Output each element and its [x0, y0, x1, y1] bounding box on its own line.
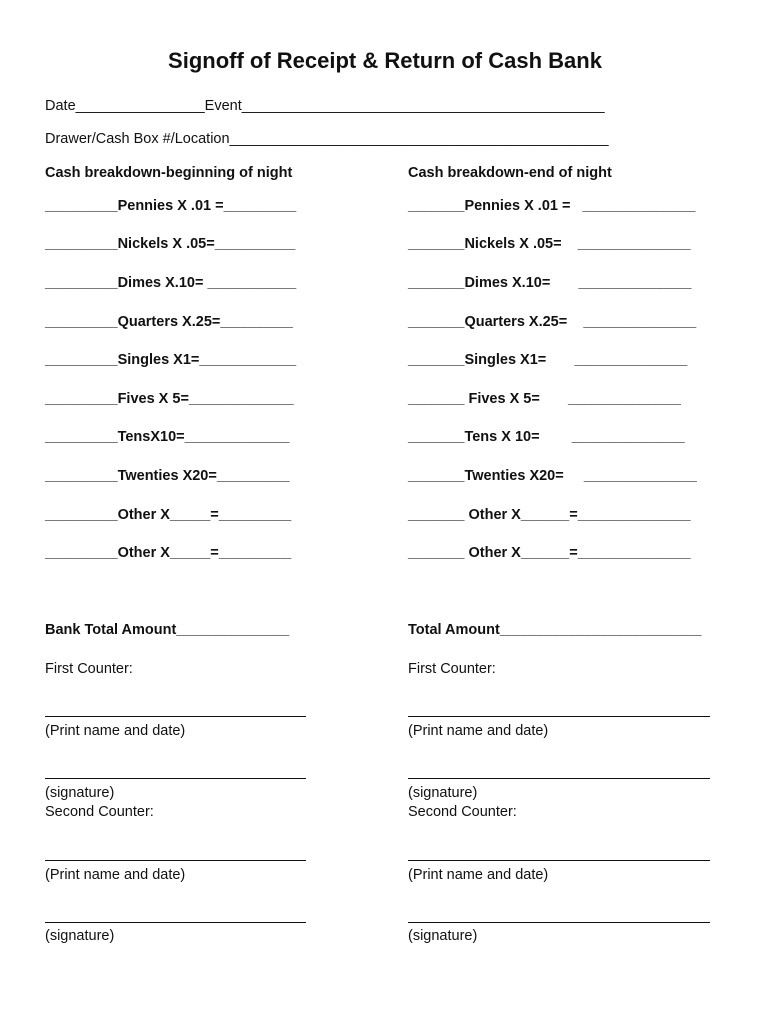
left-row-dimes[interactable]: _________Dimes X.10= ___________ — [45, 275, 297, 291]
left-first-counter-label: First Counter: — [45, 661, 133, 677]
right-sig1-label: (signature) — [408, 785, 478, 801]
left-sig1-label: (signature) — [45, 785, 115, 801]
right-heading: Cash breakdown-end of night — [408, 165, 612, 181]
left-print1-label: (Print name and date) — [45, 723, 186, 739]
right-row-tens[interactable]: _______Tens X 10= ______________ — [408, 429, 685, 445]
right-second-counter-label: Second Counter: — [408, 804, 517, 820]
page-title: Signoff of Receipt & Return of Cash Bank — [168, 48, 602, 73]
right-row-quarters[interactable]: _______Quarters X.25= ______________ — [408, 314, 697, 330]
left-row-other-1[interactable]: _________Other X_____=_________ — [45, 507, 292, 523]
right-print2-label: (Print name and date) — [408, 867, 549, 883]
right-row-singles[interactable]: _______Singles X1= ______________ — [408, 352, 688, 368]
left-row-tens[interactable]: _________TensX10=_____________ — [45, 429, 290, 445]
left-sig2-line[interactable] — [45, 922, 306, 923]
right-print1-line[interactable] — [408, 716, 710, 717]
left-sig2-label: (signature) — [45, 928, 115, 944]
right-row-nickels[interactable]: _______Nickels X .05= ______________ — [408, 236, 691, 252]
right-sig1-line[interactable] — [408, 778, 710, 779]
left-print2-line[interactable] — [45, 860, 306, 861]
left-second-counter-label: Second Counter: — [45, 804, 154, 820]
drawer-location-field[interactable]: Drawer/Cash Box #/Location_______________________________________________ — [45, 131, 609, 147]
left-print2-label: (Print name and date) — [45, 867, 186, 883]
right-total[interactable]: Total Amount_________________________ — [408, 622, 702, 638]
right-first-counter-label: First Counter: — [408, 661, 496, 677]
right-row-fives[interactable]: _______ Fives X 5= ______________ — [408, 391, 681, 407]
right-sig2-line[interactable] — [408, 922, 710, 923]
left-row-twenties[interactable]: _________Twenties X20=_________ — [45, 468, 290, 484]
right-row-twenties[interactable]: _______Twenties X20= ______________ — [408, 468, 697, 484]
right-row-other-1[interactable]: _______ Other X______=______________ — [408, 507, 691, 523]
left-print1-line[interactable] — [45, 716, 306, 717]
left-row-nickels[interactable]: _________Nickels X .05=__________ — [45, 236, 296, 252]
right-sig2-label: (signature) — [408, 928, 478, 944]
left-row-singles[interactable]: _________Singles X1=____________ — [45, 352, 297, 368]
right-row-other-2[interactable]: _______ Other X______=______________ — [408, 545, 691, 561]
date-event-field[interactable]: Date________________Event_____________________________________________ — [45, 98, 605, 114]
left-row-fives[interactable]: _________Fives X 5=_____________ — [45, 391, 294, 407]
right-print1-label: (Print name and date) — [408, 723, 549, 739]
left-row-other-2[interactable]: _________Other X_____=_________ — [45, 545, 292, 561]
left-sig1-line[interactable] — [45, 778, 306, 779]
left-heading: Cash breakdown-beginning of night — [45, 165, 293, 181]
right-print2-line[interactable] — [408, 860, 710, 861]
left-row-quarters[interactable]: _________Quarters X.25=_________ — [45, 314, 293, 330]
left-row-pennies[interactable]: _________Pennies X .01 =_________ — [45, 198, 297, 214]
left-bank-total[interactable]: Bank Total Amount______________ — [45, 622, 290, 638]
right-row-pennies[interactable]: _______Pennies X .01 = ______________ — [408, 198, 696, 214]
right-row-dimes[interactable]: _______Dimes X.10= ______________ — [408, 275, 692, 291]
